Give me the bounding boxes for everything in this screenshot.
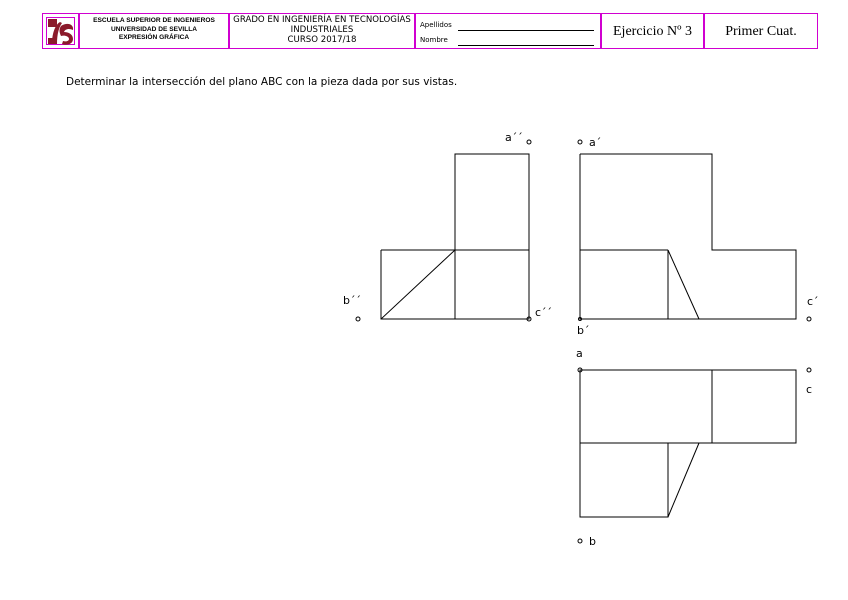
school-line-3: EXPRESIÓN GRÁFICA: [118, 34, 190, 41]
label-a-front: a´: [589, 136, 602, 149]
plan-view: [580, 370, 796, 517]
point-a-profile: [527, 140, 531, 144]
label-b-plan: b: [589, 535, 596, 548]
exercise-number: Ejercicio Nº 3: [601, 13, 704, 49]
point-markers: [356, 140, 811, 543]
degree-line-2: INDUSTRIALES: [290, 25, 354, 35]
front-view: [580, 154, 796, 319]
point-c-front: [807, 317, 811, 321]
surname-label: Apellidos: [420, 21, 452, 29]
degree-line-1: GRADO EN INGENIERÍA EN TECNOLOGÍAS: [233, 15, 411, 25]
label-b-profile: b´´: [343, 294, 361, 307]
point-c-plan: [807, 368, 811, 372]
point-b-plan: [578, 539, 582, 543]
label-c-front: c´: [807, 295, 819, 308]
instruction-text: Determinar la intersección del plano ABC con la pieza dada por sus vistas.: [66, 76, 458, 88]
point-b-profile: [356, 317, 360, 321]
label-c-plan: c: [806, 383, 813, 396]
label-b-front: b´: [577, 324, 590, 337]
name-label: Nombre: [420, 36, 448, 44]
label-a-profile: a´´: [505, 131, 523, 144]
profile-view: [381, 154, 529, 319]
school-line-1: ESCUELA SUPERIOR DE INGENIEROS: [93, 17, 215, 24]
school-line-2: UNIVERSIDAD DE SEVILLA: [110, 25, 198, 33]
degree-line-3: CURSO 2017/18: [287, 35, 357, 45]
label-c-profile: c´´: [535, 306, 553, 319]
point-a-front: [578, 140, 582, 144]
label-a-plan: a: [576, 347, 583, 360]
term: Primer Cuat.: [704, 13, 818, 49]
